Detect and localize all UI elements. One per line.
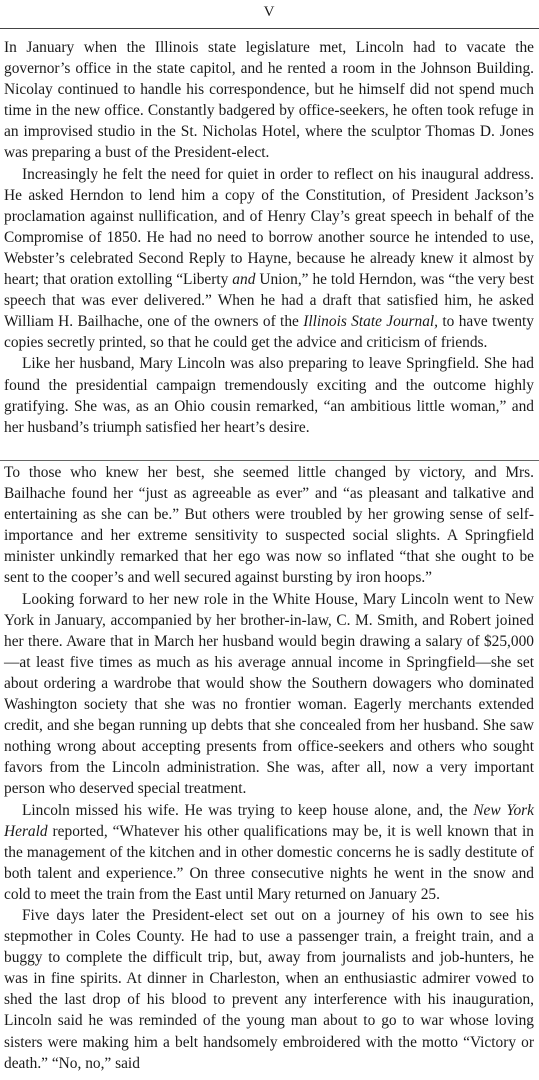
paragraph xyxy=(4,164,534,354)
page-header xyxy=(0,0,539,29)
paragraph xyxy=(4,37,534,164)
paragraph xyxy=(4,800,534,905)
text-run: In January when the Illinois state legislature met, Lincoln had to vacate the governor’s office in the state capitol, and he rented a room in the Johnson Building. Nicolay continued to handle his correspondence, but he himself did not spend much time in the new office. Constantly badgered by office-seekers, he often took refuge in an improvised studio in the St. Nicholas Hotel, where the sculptor Thomas D. Jones was preparing a bust of the President-elect. xyxy=(4,39,534,162)
text-run: to have twenty copies secretly printed, so that he could get the advice and criticism of friends. xyxy=(4,313,534,352)
paragraph xyxy=(4,905,534,1074)
text-run: Lincoln missed his wife. He was trying to keep house alone, and, the xyxy=(22,801,474,819)
text-run: Like her husband, Mary Lincoln was also preparing to leave Springfield. She had found the presidential campaign tremendously exciting and the outcome highly gratifying. She was, as an Ohio cousin remarked, “an ambitious little woman,” and her husband’s triumph satisfied her heart’s desire. xyxy=(4,355,534,436)
text-run: To those who knew her best, she seemed little changed by victory, and Mrs. Bailhache found her “just as agreeable as ever” and “as pleasant and talkative and entertaining as she can be.” But others were troubled by her growing sense of self-importance and her extreme sensitivity to suspected social slights. A Springfield minister unkindly remarked that her ego was now so inflated “that she ought to be sent to the cooper’s and well secured against bursting by iron hoops.” xyxy=(4,464,534,587)
italic-run: Illinois State Journal, xyxy=(303,313,439,331)
paragraph xyxy=(4,462,534,589)
divider-rule xyxy=(0,460,539,461)
text-block-bottom xyxy=(4,462,534,1074)
text-run: Increasingly he felt the need for quiet in order to reflect on his inaugural address. He asked Herndon to lend him a copy of the Constitution, of President Jackson’s proclamation against nullification, and of Henry Clay’s great speech in behalf of the Compromise of 1850. He had no need to borrow another source he intended to use, Webster’s celebrated Second Reply to Hayne, because he already knew it almost by heart; that oration extolling “Liberty xyxy=(4,165,534,289)
italic-run: and xyxy=(232,271,256,289)
text-run: Union,” he told Herndon, was “the very best speech that was ever delivered.” When he had a draft that satisfied him, he asked William H. Bailhache, one of the owners of the xyxy=(4,271,534,331)
text-block-top xyxy=(4,37,534,438)
italic-run: New York Herald xyxy=(4,801,535,840)
text-run: Five days later the President-elect set out on a journey of his own to see his stepmother in Coles County. He had to use a passenger train, a freight train, and a buggy to complete the difficult trip, but, away from journalists and job-hunters, he was in fine spirits. At dinner in Charleston, when an enthusiastic admirer vowed to shed the last drop of his blood to prevent any interference with his inauguration, Lincoln said he was reminded of the young man about to go to war whose loving sisters were making him a belt handsomely embroidered with the motto “Victory or death.” “No, no,” said xyxy=(4,906,534,1072)
paragraph xyxy=(4,589,534,800)
section-numeral: V xyxy=(263,4,276,20)
text-run: Looking forward to her new role in the White House, Mary Lincoln went to New York in January, accompanied by her brother-in-law, C. M. Smith, and Robert joined her there. Aware that in March her husband would begin drawing a salary of $25,000—at least five times as much as his average annual income in Springfield—she set about ordering a wardrobe that would show the Southern dowagers who dominated Washington society that she was no frontier woman. Eagerly merchants extended credit, and she began running up debts that she concealed from her husband. She saw nothing wrong about accepting presents from office-seekers and others who sought favors from the Lincoln administration. She was, after all, now a very important person who deserved special treatment. xyxy=(4,590,534,798)
text-run: reported, “Whatever his other qualifications may be, it is well known that in the management of the kitchen and in other domestic concerns he is sadly destitute of both talent and experience.” On three consecutive nights he went in the snow and cold to meet the train from the East until Mary returned on January 25. xyxy=(4,822,534,903)
paragraph xyxy=(4,353,534,437)
